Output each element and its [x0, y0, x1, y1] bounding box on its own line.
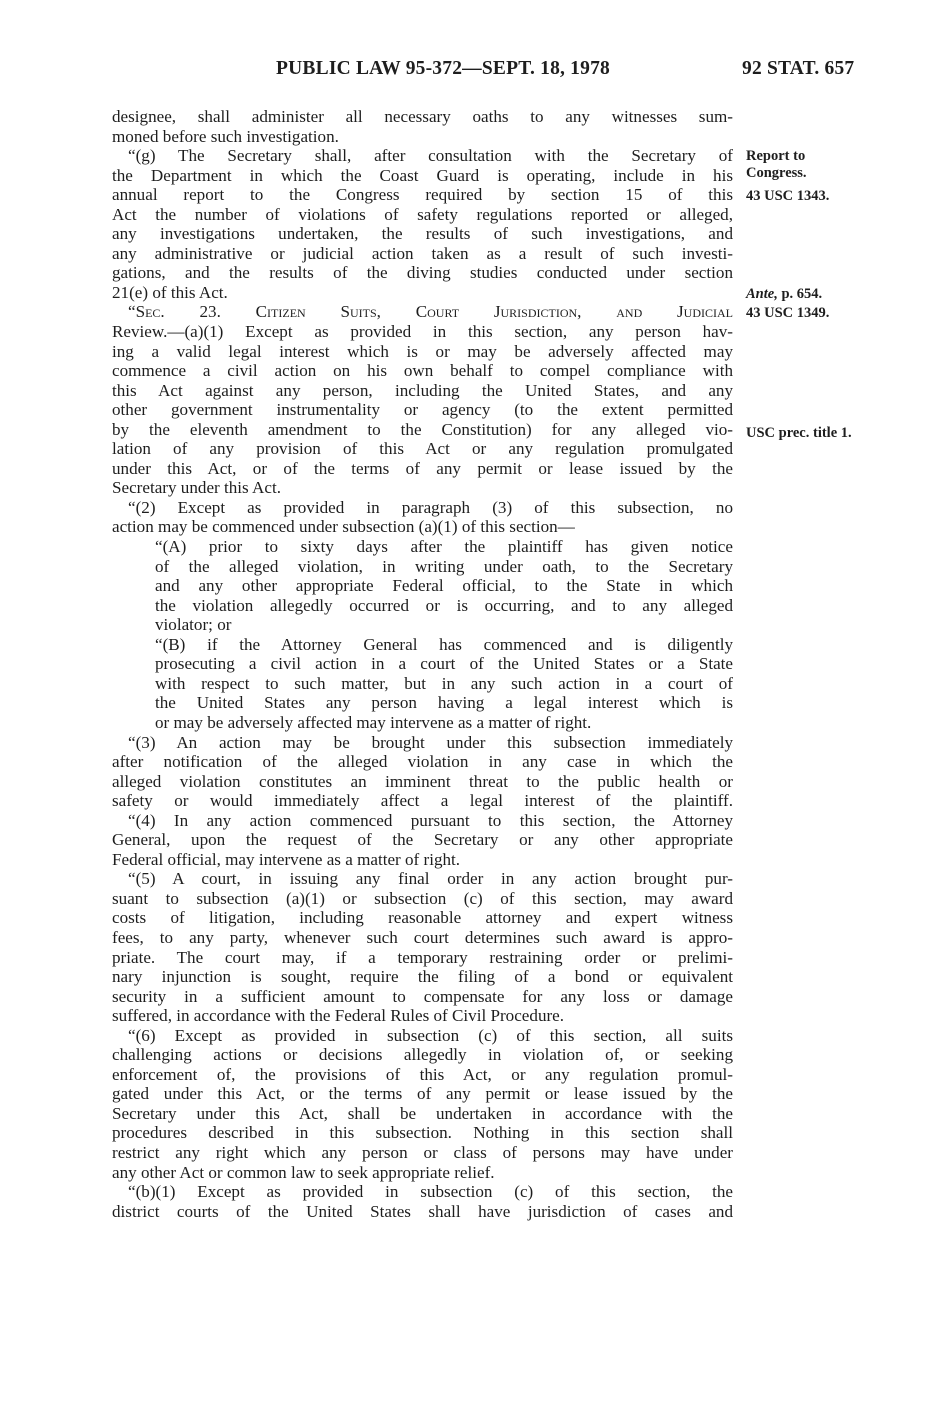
text-line: or may be adversely affected may intervene as a matter of right.: [155, 712, 592, 732]
text-line: this Act against any person, including the United States, and any: [112, 380, 733, 400]
statute-page-number: 92 STAT. 657: [742, 58, 855, 79]
section-heading: “Sec. 23. Citizen Suits, Court Jurisdiction, and Judicial: [128, 302, 733, 322]
text-line: gations, and the results of the diving studies conducted under section: [112, 263, 733, 283]
text-line: any administrative or judicial action taken as a result of such investi-: [112, 243, 733, 263]
text-line: the violation allegedly occurred or is occurring, and to any alleged: [155, 595, 733, 615]
text-line: gated under this Act, or the terms of any permit or lease issued by the: [112, 1084, 733, 1104]
text-line: any other Act or common law to seek appropriate relief.: [112, 1162, 495, 1182]
text-line: security in a sufficient amount to compensate for any loss or damage: [112, 986, 733, 1006]
text-line: ing a valid legal interest which is or may be adversely affected may: [112, 341, 733, 361]
text-line: with respect to such matter, but in any such action in a court of: [155, 673, 733, 693]
text-line: commence a civil action on his own behalf to compel compliance with: [112, 361, 733, 381]
text-line: action may be commenced under subsection (a)(1) of this section—: [112, 517, 575, 537]
text-line: the Department in which the Coast Guard is operating, include in his: [112, 165, 733, 185]
text-line: of the alleged violation, in writing under oath, to the Secretary: [155, 556, 733, 576]
text-line: the United States any person having a legal interest which is: [155, 693, 733, 713]
margin-note-report-line2: Congress.: [746, 165, 807, 181]
text-line: suffered, in accordance with the Federal Rules of Civil Procedure.: [112, 1006, 565, 1026]
text-line: violator; or: [155, 615, 232, 635]
text-line: priate. The court may, if a temporary restraining order or prelimi-: [112, 947, 733, 967]
text-line: moned before such investigation.: [112, 126, 339, 146]
text-line: Federal official, may intervene as a matter of right.: [112, 849, 461, 869]
text-line: Secretary under this Act.: [112, 478, 281, 498]
text-line: 21(e) of this Act.: [112, 282, 228, 302]
text-line: district courts of the United States shall have jurisdiction of cases and: [112, 1201, 733, 1221]
text-line: prosecuting a civil action in a court of the United States or a State: [155, 654, 733, 674]
text-line: annual report to the Congress required by section 15 of this: [112, 185, 733, 205]
margin-note-ante-page: p. 654.: [777, 286, 823, 302]
text-line: other government instrumentality or agency (to the extent permitted: [112, 400, 733, 420]
text-line: Review.—(a)(1) Except as provided in this section, any person hav-: [112, 322, 733, 342]
text-line: “(B) if the Attorney General has commenced and is diligently: [155, 634, 733, 654]
text-line: procedures described in this subsection. Nothing in this section shall: [112, 1123, 733, 1143]
text-line: lation of any provision of this Act or any regulation promulgated: [112, 439, 733, 459]
text-line: safety or would immediately affect a legal interest of the plaintiff.: [112, 791, 733, 811]
text-line: challenging actions or decisions allegedly in violation of, or seeking: [112, 1045, 733, 1065]
text-line: Act the number of violations of safety regulations reported or alleged,: [112, 204, 733, 224]
text-line: any investigations undertaken, the results of such investigations, and: [112, 224, 733, 244]
margin-note-usc-1349: 43 USC 1349.: [746, 305, 830, 321]
text-line: under this Act, or of the terms of any permit or lease issued by the: [112, 458, 733, 478]
text-line: “(5) A court, in issuing any final order in any action brought pur-: [128, 869, 733, 889]
text-line: fees, to any party, whenever such court determines such award is appro-: [112, 927, 733, 947]
text-line: General, upon the request of the Secretary or any other appropriate: [112, 830, 733, 850]
text-line: after notification of the alleged violation in any case in which the: [112, 752, 733, 772]
margin-note-report: [746, 148, 807, 182]
running-header-title: PUBLIC LAW 95-372—SEPT. 18, 1978: [276, 58, 610, 79]
text-line: restrict any right which any person or class of persons may have under: [112, 1142, 733, 1162]
text-line: “(4) In any action commenced pursuant to this section, the Attorney: [128, 810, 733, 830]
text-line: “(2) Except as provided in paragraph (3) of this subsection, no: [128, 497, 733, 517]
text-line: costs of litigation, including reasonable attorney and expert witness: [112, 908, 733, 928]
margin-note-ante-ref: Ante,: [746, 286, 778, 302]
margin-note-report-line1: Report to: [746, 148, 806, 164]
margin-note-ante: [746, 286, 822, 303]
text-line: Secretary under this Act, shall be undertaken in accordance with the: [112, 1103, 733, 1123]
text-line: alleged violation constitutes an imminent threat to the public health or: [112, 771, 733, 791]
text-line: “(A) prior to sixty days after the plaintiff has given notice: [155, 537, 733, 557]
text-line: “(6) Except as provided in subsection (c) of this section, all suits: [128, 1025, 733, 1045]
text-line: “(g) The Secretary shall, after consultation with the Secretary of: [128, 146, 733, 166]
text-line: enforcement of, the provisions of this Act, or any regulation promul-: [112, 1064, 733, 1084]
text-line: “(3) An action may be brought under this subsection immediately: [128, 732, 733, 752]
text-line: “(b)(1) Except as provided in subsection (c) of this section, the: [128, 1182, 733, 1202]
body-text: [112, 107, 733, 1221]
text-line: and any other appropriate Federal official, to the State in which: [155, 576, 733, 596]
text-line: by the eleventh amendment to the Constitution) for any alleged vio-: [112, 419, 733, 439]
margin-note-usc-prec: USC prec. title 1.: [746, 425, 852, 441]
margin-note-usc-1343: 43 USC 1343.: [746, 188, 830, 204]
text-line: nary injunction is sought, require the filing of a bond or equivalent: [112, 967, 733, 987]
text-line: suant to subsection (a)(1) or subsection (c) of this section, may award: [112, 888, 733, 908]
text-line: designee, shall administer all necessary oaths to any witnesses sum-: [112, 107, 733, 126]
